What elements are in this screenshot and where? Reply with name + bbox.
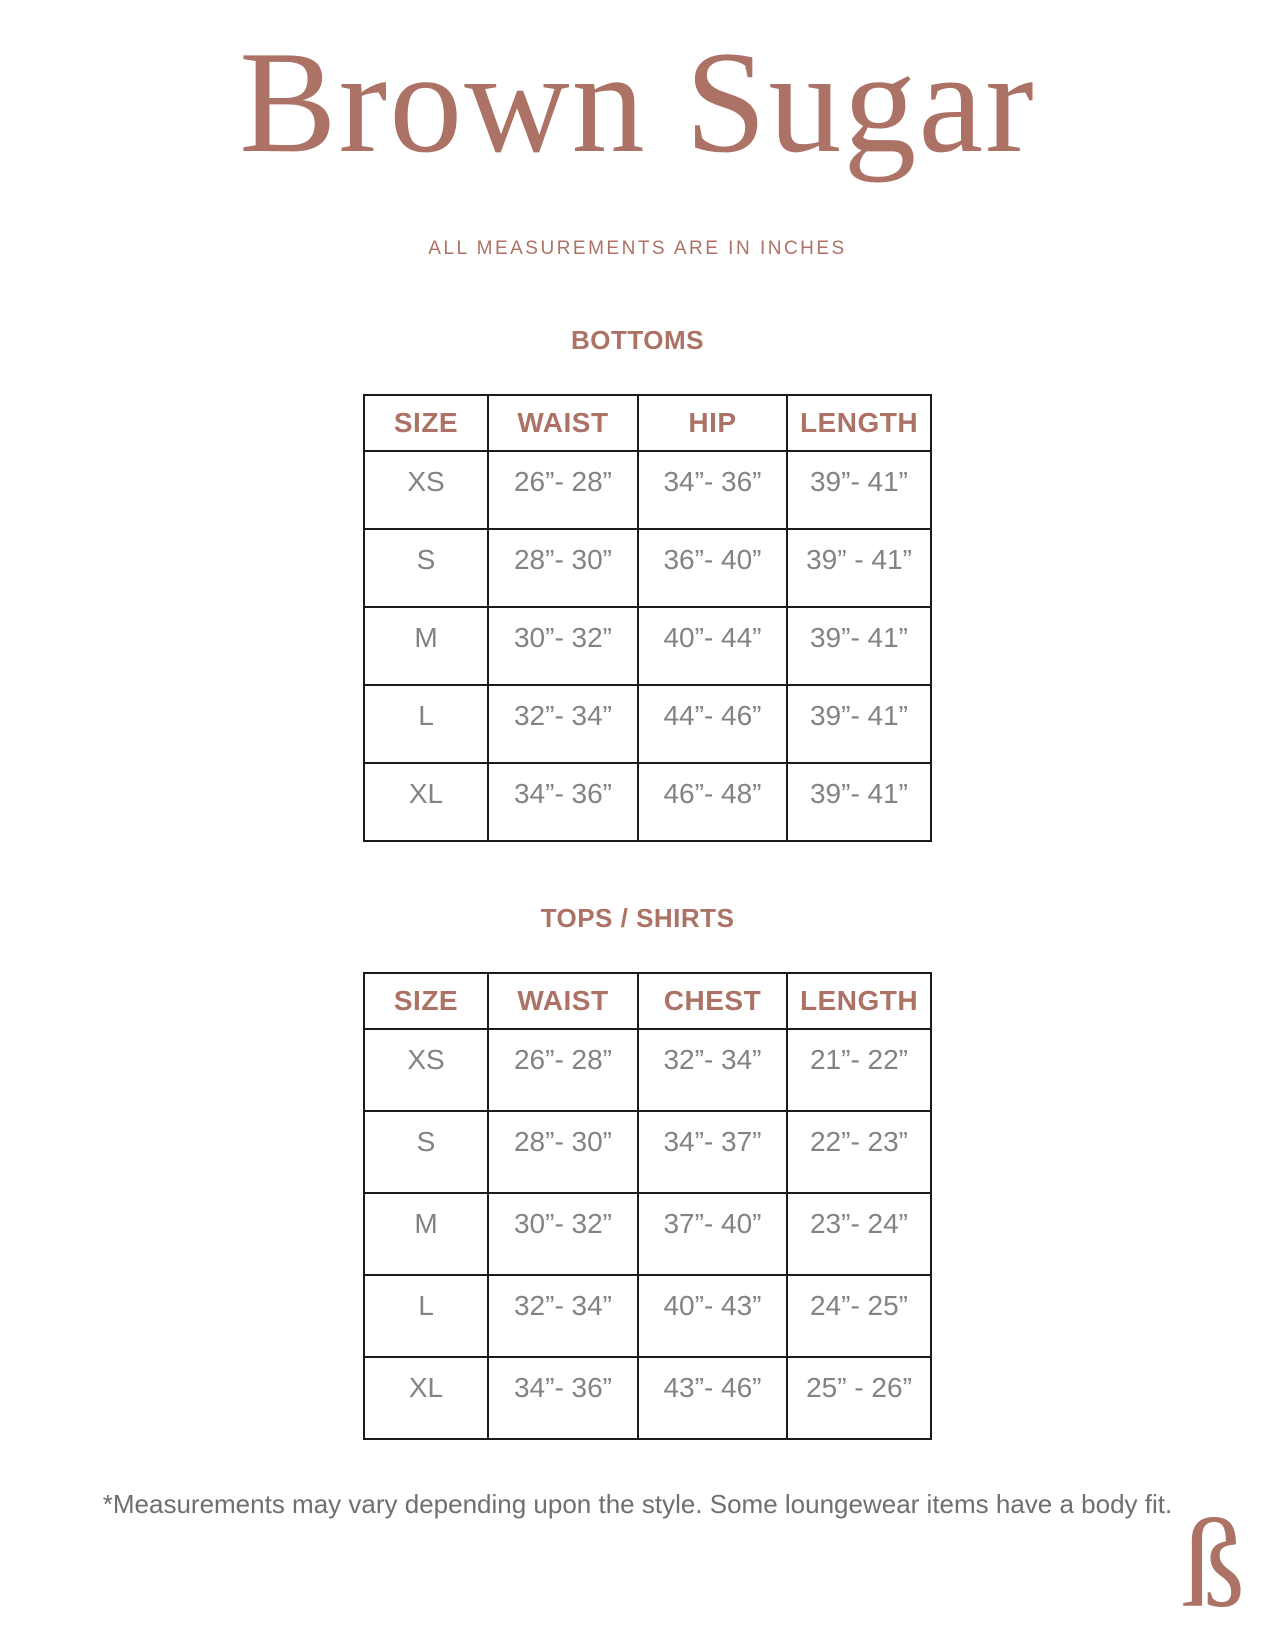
table-row: [364, 529, 931, 607]
tops-shirts-size-table: [363, 972, 932, 1440]
table-header-row: [364, 395, 931, 451]
measurement-cell: 44”- 46”: [638, 685, 787, 763]
size-cell: S: [364, 529, 488, 607]
column-header-chest: CHEST: [638, 973, 787, 1029]
column-header-length: LENGTH: [787, 973, 931, 1029]
table-row: [364, 451, 931, 529]
measurement-cell: 40”- 43”: [638, 1275, 787, 1357]
size-cell: L: [364, 685, 488, 763]
table-row: [364, 1357, 931, 1439]
measurement-cell: 30”- 32”: [488, 1193, 638, 1275]
measurement-cell: 23”- 24”: [787, 1193, 931, 1275]
brand-title: Brown Sugar: [239, 21, 1036, 183]
measurement-cell: 43”- 46”: [638, 1357, 787, 1439]
size-cell: XL: [364, 763, 488, 841]
size-cell: XS: [364, 451, 488, 529]
measurement-cell: 21”- 22”: [787, 1029, 931, 1111]
measurement-cell: 26”- 28”: [488, 451, 638, 529]
measurement-cell: 24”- 25”: [787, 1275, 931, 1357]
column-header-hip: HIP: [638, 395, 787, 451]
section-heading-bottoms: BOTTOMS: [570, 325, 705, 355]
measurement-cell: 39”- 41”: [787, 607, 931, 685]
measurement-cell: 34”- 37”: [638, 1111, 787, 1193]
section-heading-tops: TOPS / SHIRTS: [540, 903, 735, 933]
table-header-row: [364, 973, 931, 1029]
measurement-cell: 22”- 23”: [787, 1111, 931, 1193]
measurement-cell: 40”- 44”: [638, 607, 787, 685]
measurement-cell: 37”- 40”: [638, 1193, 787, 1275]
measurement-cell: 32”- 34”: [638, 1029, 787, 1111]
measurement-cell: 39”- 41”: [787, 763, 931, 841]
measurement-cell: 28”- 30”: [488, 1111, 638, 1193]
column-header-waist: WAIST: [488, 973, 638, 1029]
brand-monogram-logo: ß: [1182, 1495, 1245, 1634]
table-row: [364, 607, 931, 685]
table-row: [364, 763, 931, 841]
size-cell: M: [364, 1193, 488, 1275]
column-header-size: SIZE: [364, 395, 488, 451]
measurement-cell: 34”- 36”: [638, 451, 787, 529]
measurement-cell: 25” - 26”: [787, 1357, 931, 1439]
measurement-cell: 39”- 41”: [787, 685, 931, 763]
measurement-cell: 34”- 36”: [488, 1357, 638, 1439]
measurement-cell: 28”- 30”: [488, 529, 638, 607]
size-cell: XS: [364, 1029, 488, 1111]
table-row: [364, 1193, 931, 1275]
measurement-cell: 36”- 40”: [638, 529, 787, 607]
size-cell: M: [364, 607, 488, 685]
measurements-disclaimer: *Measurements may vary depending upon the style. Some loungewear items have a body fit.: [102, 1489, 1173, 1519]
measurement-cell: 46”- 48”: [638, 763, 787, 841]
measurement-cell: 39”- 41”: [787, 451, 931, 529]
bottoms-size-table: [363, 394, 932, 842]
column-header-size: SIZE: [364, 973, 488, 1029]
table-row: [364, 685, 931, 763]
measurement-cell: 32”- 34”: [488, 1275, 638, 1357]
size-cell: S: [364, 1111, 488, 1193]
size-cell: L: [364, 1275, 488, 1357]
column-header-length: LENGTH: [787, 395, 931, 451]
size-cell: XL: [364, 1357, 488, 1439]
measurement-cell: 34”- 36”: [488, 763, 638, 841]
column-header-waist: WAIST: [488, 395, 638, 451]
table-row: [364, 1275, 931, 1357]
measurement-cell: 30”- 32”: [488, 607, 638, 685]
measurements-unit-note: ALL MEASUREMENTS ARE IN INCHES: [428, 238, 847, 259]
table-row: [364, 1029, 931, 1111]
measurement-cell: 26”- 28”: [488, 1029, 638, 1111]
measurement-cell: 39” - 41”: [787, 529, 931, 607]
table-row: [364, 1111, 931, 1193]
measurement-cell: 32”- 34”: [488, 685, 638, 763]
